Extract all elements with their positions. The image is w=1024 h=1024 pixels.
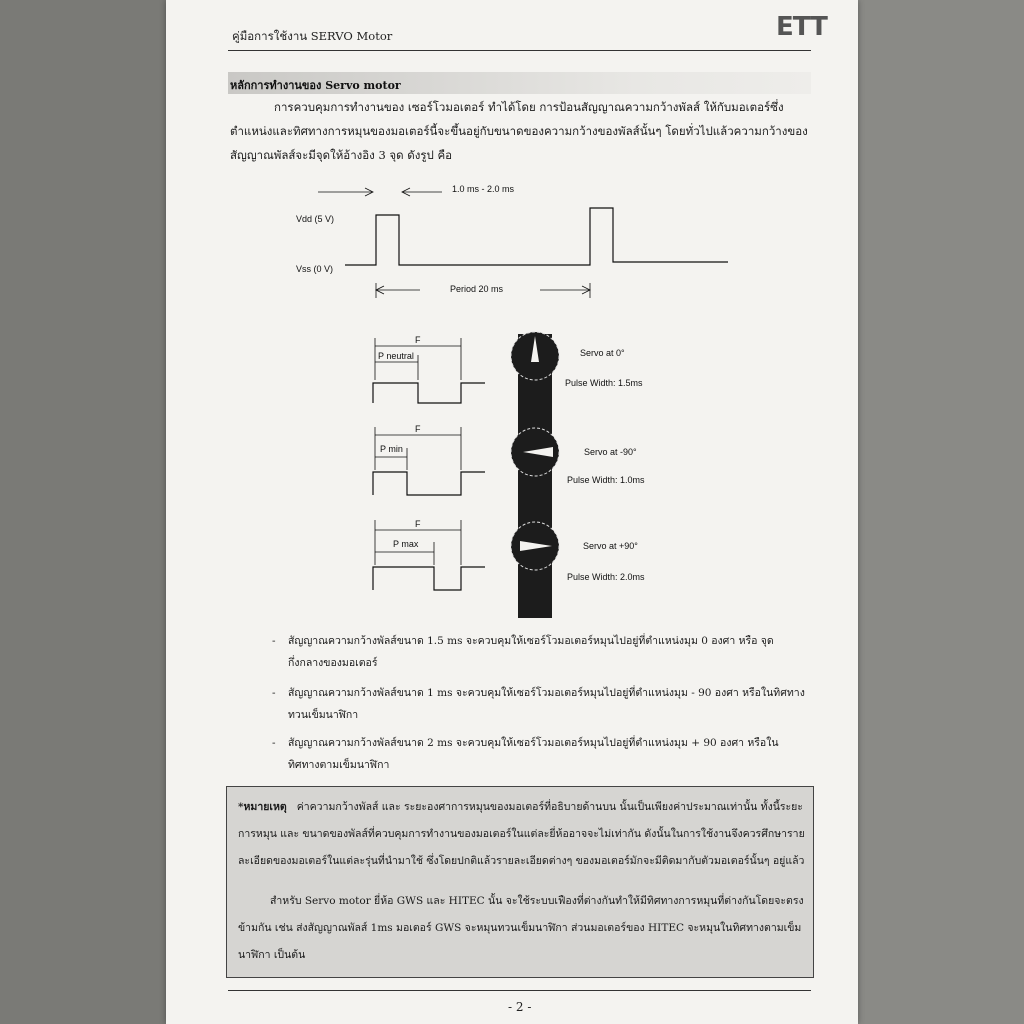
bullet-text: สัญญาณความกว้างพัลส์ขนาด 2 ms จะควบคุมให้เซอร์โวมอเตอร์หมุนไปอยู่ที่ตำแหน่งมุม + 90 องศา หรือในทิศทางตามเข็มนาฬิกา bbox=[288, 737, 779, 771]
bullet-dash: - bbox=[272, 687, 276, 699]
header-title: คู่มือการใช้งาน SERVO Motor bbox=[232, 29, 393, 43]
pulse-row-neutral bbox=[373, 338, 485, 403]
bullet-text: สัญญาณความกว้างพัลส์ขนาด 1.5 ms จะควบคุมให้เซอร์โวมอเตอร์หมุนไปอยู่ที่ตำแหน่งมุม 0 องศา หรือ จุดกึ่งกลางของมอเตอร์ bbox=[288, 635, 774, 669]
note-label: *หมายเหตุ bbox=[238, 801, 287, 813]
servo-plus90-label: Servo at +90° bbox=[583, 541, 638, 551]
pulse-width-10-label: Pulse Width: 1.0ms bbox=[567, 475, 645, 485]
bullet-text: สัญญาณความกว้างพัลส์ขนาด 1 ms จะควบคุมให้เซอร์โวมอเตอร์หมุนไปอยู่ที่ตำแหน่งมุม - 90 องศา หรือในทิศทางทวนเข็มนาฬิกา bbox=[288, 687, 805, 721]
p-min-label: P min bbox=[380, 444, 403, 454]
f-label-min: F bbox=[415, 424, 421, 434]
note-text-1: ค่าความกว้างพัลส์ และ ระยะองศาการหมุนของมอเตอร์ที่อธิบายด้านบน นั้นเป็นเพียงค่าประมาณเท่านั้น ทั้งนี้ระยะการหมุน และ ขนาดของพัลส์ที่ควบคุมการทำงานของมอเตอร์ในแต่ละยี่ห้ออาจจะไม่เท่ากัน ดังนั้นในการใช้งานจึงควรศึกษารายละเอียดของมอเตอร์ในแต่ละรุ่นที่นำมาใช้ ซึ่งโดยปกติแล้วรายละเอียดต่างๆ ของมอเตอร์มักจะมีติดมากับตัวมอเตอร์นั้นๆ อยู่แล้ว bbox=[238, 801, 805, 867]
pulse-width-15-label: Pulse Width: 1.5ms bbox=[565, 378, 643, 388]
pulse-row-max bbox=[373, 520, 485, 590]
ett-logo: ETT bbox=[776, 12, 827, 42]
bullet-dash: - bbox=[272, 635, 276, 647]
section-title: หลักการทำงานของ Servo motor bbox=[230, 79, 401, 92]
footer-rule bbox=[228, 990, 811, 991]
timing-diagram bbox=[318, 188, 728, 298]
vss-label: Vss (0 V) bbox=[296, 264, 334, 274]
pulse-row-min bbox=[373, 427, 485, 495]
f-label-max: F bbox=[415, 519, 421, 529]
note-paragraph-1 bbox=[238, 794, 808, 875]
f-label-neutral: F bbox=[415, 335, 421, 345]
pulse-width-20-label: Pulse Width: 2.0ms bbox=[567, 572, 645, 582]
pulse-range-label: 1.0 ms - 2.0 ms bbox=[452, 184, 515, 194]
servo-0-label: Servo at 0° bbox=[580, 348, 625, 358]
page-number: - 2 - bbox=[508, 1000, 532, 1014]
vdd-label: Vdd (5 V) bbox=[296, 214, 335, 224]
bullet-dash: - bbox=[272, 737, 276, 749]
servo-icon-0 bbox=[511, 332, 559, 430]
servo-icon-minus90 bbox=[511, 426, 559, 522]
servo-icon-plus90 bbox=[511, 522, 559, 618]
p-neutral-label: P neutral bbox=[378, 351, 414, 361]
intro-paragraph: การควบคุมการทำงานของ เซอร์โวมอเตอร์ ทำได้โดย การป้อนสัญญาณความกว้างพัลส์ ให้กับมอเตอร์ซึ่งตำแหน่งและทิศทางการหมุนของมอเตอร์นี้จะขึ้นอยู่กับขนาดของความกว้างของพัลส์นั้นๆ โดยทั่วไปแล้วความกว้างของสัญญาณพัลส์จะมีจุดให้อ้างอิง 3 จุด ดังรูป คือ bbox=[230, 100, 808, 162]
p-max-label: P max bbox=[393, 539, 419, 549]
period-label: Period 20 ms bbox=[450, 284, 504, 294]
note-paragraph-2: สำหรับ Servo motor ยี่ห้อ GWS และ HITEC นั้น จะใช้ระบบเฟืองที่ต่างกันทำให้มีทิศทางการหมุนที่ต่างกันโดยจะตรงข้ามกัน เช่น ส่งสัญญาณพัลส์ 1ms มอเตอร์ GWS จะหมุนทวนเข็มนาฬิกา ส่วนมอเตอร์ของ HITEC จะหมุนในทิศทางตามเข็มนาฬิกา เป็นต้น bbox=[238, 895, 804, 961]
servo-minus90-label: Servo at -90° bbox=[584, 447, 637, 457]
